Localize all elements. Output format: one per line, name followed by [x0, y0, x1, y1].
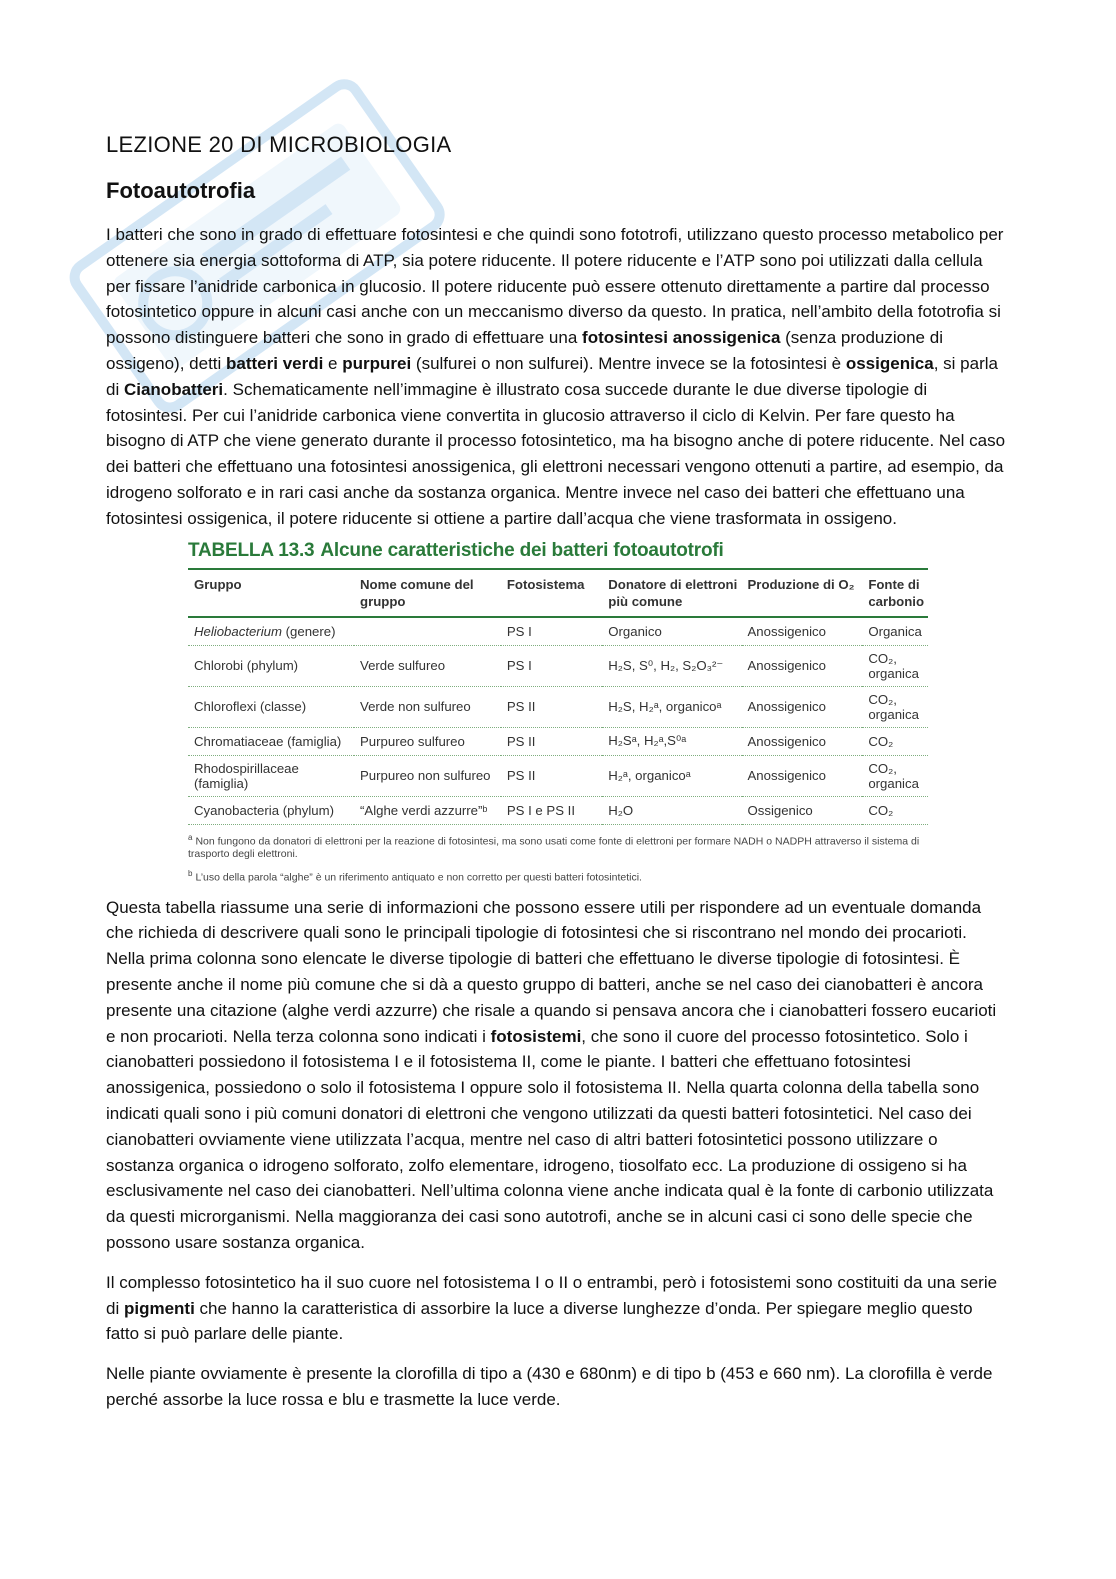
- cell-common: Verde sulfureo: [354, 645, 501, 686]
- bacteria-table: [188, 568, 928, 825]
- cell-ps: PS II: [501, 686, 602, 727]
- paragraph-2: Questa tabella riassume una serie di informazioni che possono essere utili per rispondere ad un eventuale domanda che richieda di descrivere quali sono le principali tipologie di fotosintesi che si riscontrano nel mondo dei procarioti. Nella prima colonna sono elencate le diverse tipologie di batteri che effettuano le diverse tipologie di fotosintesi. È presente anche il nome più comune che si dà a questo gruppo di batteri, anche se nel caso dei cianobatteri è ancora presente una citazione (alghe verdi azzurre) che risale a quando si pensava ancora che i cianobatteri fossero eucarioti e non procarioti. Nella terza colonna sono indicati i fotosistemi, che sono il cuore del processo fotosintetico. Solo i cianobatteri possiedono il fotosistema I e il fotosistema II, come le piante. I batteri che effettuano fotosintesi anossigenica, possiedono o solo il fotosistema I oppure solo il fotosistema II. Nella quarta colonna della tabella sono indicati quali sono i più comuni donatori di elettroni che vengono utilizzati da questi batteri fotosintetici. Nel caso dei cianobatteri ovviamente viene utilizzata l’acqua, mentre nel caso di altri batteri fotosintetici possono utilizzare o sostanza organica o idrogeno solforato, zolfo elementare, idrogeno, tiosolfato ecc. La produzione di ossigeno si ha esclusivamente nel caso dei cianobatteri. Nell’ultima colonna viene anche indicata qual è la fonte di carbonio utilizzata da questi microrganismi. Nella maggioranza dei casi sono autotrofi, anche se in alcuni casi ci sono delle specie che possono usare sostanza organica.: [106, 897, 997, 1252]
- header-cell: Produzione di O₂: [742, 569, 863, 617]
- cell-o2: Anossigenico: [742, 645, 863, 686]
- cell-common: [354, 617, 501, 646]
- cell-ps: PS II: [501, 727, 602, 755]
- cell-donor: Organico: [602, 617, 741, 646]
- cell-carbon: CO₂: [862, 727, 928, 755]
- cell-ps: PS I: [501, 617, 602, 646]
- document-title: LEZIONE 20 DI MICROBIOLOGIA: [106, 132, 452, 157]
- table-row: [188, 755, 928, 796]
- cell-o2: Anossigenico: [742, 727, 863, 755]
- cell-carbon: CO₂: [862, 796, 928, 824]
- cell-ps: PS I: [501, 645, 602, 686]
- cell-donor: H₂S, H₂ᵃ, organicoᵃ: [602, 686, 741, 727]
- table-row: [188, 645, 928, 686]
- cell-o2: Anossigenico: [742, 617, 863, 646]
- document-page: [106, 132, 1006, 1413]
- cell-common: Purpureo sulfureo: [354, 727, 501, 755]
- cell-group: Rhodospirillaceae (famiglia): [188, 755, 354, 796]
- header-cell: Fonte di carbonio: [862, 569, 928, 617]
- cell-donor: H₂S, S⁰, H₂, S₂O₃²⁻: [602, 645, 741, 686]
- table-footnote-b: $^b$ L’uso della parola “alghe” è un riferimento antiquato e non corretto per questi batteri fotosintetici.: [188, 869, 642, 884]
- cell-donor: H₂O: [602, 796, 741, 824]
- table-row: [188, 617, 928, 646]
- cell-group: Cyanobacteria (phylum): [188, 796, 354, 824]
- cell-group: Heliobacterium (genere): [188, 617, 354, 646]
- cell-common: Purpureo non sulfureo: [354, 755, 501, 796]
- table-row: [188, 727, 928, 755]
- cell-o2: Ossigenico: [742, 796, 863, 824]
- table-figure: [188, 540, 928, 885]
- cell-carbon: Organica: [862, 617, 928, 646]
- cell-ps: PS II: [501, 755, 602, 796]
- table-row: [188, 686, 928, 727]
- cell-group: Chloroflexi (classe): [188, 686, 354, 727]
- header-cell: Fotosistema: [501, 569, 602, 617]
- cell-carbon: CO₂, organica: [862, 686, 928, 727]
- cell-donor: H₂Sᵃ, H₂ᵃ,S⁰ᵃ: [602, 727, 741, 755]
- cell-common: “Alghe verdi azzurre”ᵇ: [354, 796, 501, 824]
- cell-group: Chromatiaceae (famiglia): [188, 727, 354, 755]
- header-cell: Donatore di elettroni più comune: [602, 569, 741, 617]
- paragraph-3: Il complesso fotosintetico ha il suo cuore nel fotosistema I o II o entrambi, però i fotosistemi sono costituiti da una serie di pigmenti che hanno la caratteristica di assorbire la luce a diverse lunghezze d’onda. Per spiegare meglio questo fatto si può parlare delle piante.: [106, 1272, 998, 1344]
- cell-carbon: CO₂, organica: [862, 645, 928, 686]
- header-cell: Nome comune del gruppo: [354, 569, 501, 617]
- paragraph-1: I batteri che sono in grado di effettuare fotosintesi e che quindi sono fototrofi, utilizzano questo processo metabolico per ottenere sia energia sottoforma di ATP, sia potere riducente. Il potere riducente e l’ATP sono poi utilizzati dalla cellula per fissare l’anidride carbonica in glucosio. Il potere riducente può essere ottenuto direttamente a partire dal processo fotosintetico oppure in alcuni casi anche con un meccanismo diverso da questo. In pratica, nell’ambito della fototrofia si possono distinguere batteri che sono in grado di effettuare una fotosintesi anossigenica (senza produzione di ossigeno), detti batteri verdi e purpurei (sulfurei o non sulfurei). Mentre invece se la fotosintesi è ossigenica, si parla di Cianobatteri. Schematicamente nell’immagine è illustrato cosa succede durante le due diverse tipologie di fotosintesi. Per cui l’anidride carbonica viene convertita in glucosio attraverso il ciclo di Kelvin. Per fare questo ha bisogno di ATP che viene generato durante il processo fotosintetico, ma ha bisogno anche di potere riducente. Nel caso dei batteri che effettuano una fotosintesi anossigenica, gli elettroni necessari vengono ottenuti a partire, ad esempio, da idrogeno solforato e in rari casi anche da sostanza organica. Mentre invece nel caso dei batteri che effettuano una fotosintesi ossigenica, il potere riducente si ottiene a partire dall’acqua che viene trasformata in ossigeno.: [106, 225, 1006, 528]
- cell-group: Chlorobi (phylum): [188, 645, 354, 686]
- cell-o2: Anossigenico: [742, 686, 863, 727]
- cell-carbon: CO₂, organica: [862, 755, 928, 796]
- section-title: Fotoautotrofia: [106, 178, 256, 203]
- table-title: TABELLA 13.3 Alcune caratteristiche dei batteri fotoautotrofi: [188, 539, 724, 561]
- cell-o2: Anossigenico: [742, 755, 863, 796]
- table-row: [188, 796, 928, 824]
- paragraph-4: Nelle piante ovviamente è presente la clorofilla di tipo a (430 e 680nm) e di tipo b (453 e 660 nm). La clorofilla è verde perché assorbe la luce rossa e blu e trasmette la luce verde.: [106, 1364, 993, 1409]
- header-cell: Gruppo: [188, 569, 354, 617]
- table-footnote-a: $^a$ Non fungono da donatori di elettroni per la reazione di fotosintesi, ma sono usati come fonte di elettroni per formare NADH o NADPH attraverso il sistema di trasporto degli elettroni.: [188, 832, 920, 861]
- cell-common: Verde non sulfureo: [354, 686, 501, 727]
- cell-ps: PS I e PS II: [501, 796, 602, 824]
- cell-donor: H₂ᵃ, organicoᵃ: [602, 755, 741, 796]
